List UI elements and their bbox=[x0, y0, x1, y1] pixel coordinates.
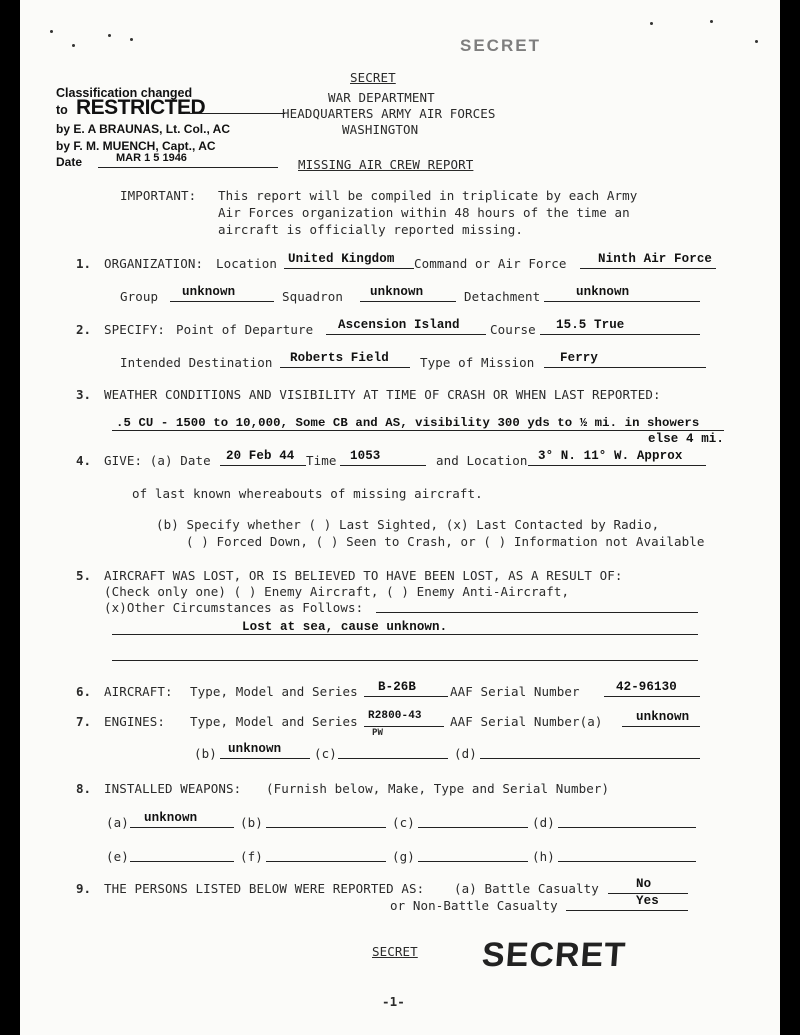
fill-line bbox=[326, 334, 486, 335]
engine-type-value: R2800-43 bbox=[368, 710, 422, 722]
fill-line bbox=[266, 827, 386, 828]
ink-speck bbox=[50, 30, 53, 33]
battle-casualty-value: No bbox=[636, 877, 652, 891]
section-number: 2. bbox=[76, 322, 92, 337]
fill-line bbox=[364, 726, 444, 727]
classification-changed: Classification changed bbox=[56, 86, 193, 100]
section-number: 1. bbox=[76, 256, 92, 271]
field-label: (a) Battle Casualty bbox=[454, 881, 599, 896]
faded-secret-stamp: SECRET bbox=[460, 36, 541, 55]
fill-line bbox=[112, 634, 698, 635]
fill-line bbox=[112, 430, 724, 431]
field-label: (d) bbox=[454, 746, 477, 761]
fill-line bbox=[170, 301, 274, 302]
command-value: Ninth Air Force bbox=[598, 252, 713, 266]
detachment-value: unknown bbox=[576, 285, 630, 299]
section-label: THE PERSONS LISTED BELOW WERE REPORTED AS: bbox=[104, 881, 425, 896]
section-number: 9. bbox=[76, 881, 92, 896]
engine-serial-b-value: unknown bbox=[228, 742, 282, 756]
fill-line bbox=[360, 301, 456, 302]
date-label: Date bbox=[56, 155, 83, 169]
crash-location-value: 3° N. 11° W. Approx bbox=[538, 449, 683, 463]
circumstances-value: Lost at sea, cause unknown. bbox=[242, 620, 448, 634]
engine-serial-a-value: unknown bbox=[636, 710, 690, 724]
page-title: MISSING AIR CREW REPORT bbox=[298, 157, 474, 172]
engine-type-sub: PW bbox=[372, 728, 384, 738]
page-number: -1- bbox=[382, 994, 405, 1009]
important-text: aircraft is officially reported missing. bbox=[218, 222, 524, 237]
fill-line bbox=[130, 861, 234, 862]
fill-line bbox=[540, 334, 700, 335]
weather-value: .5 CU - 1500 to 10,000, Some CB and AS, visibility 300 yds to ½ mi. in showers bbox=[116, 416, 700, 430]
restricted-stamp: RESTRICTED bbox=[76, 96, 206, 119]
field-label: (d) bbox=[532, 815, 555, 830]
weapon-a-value: unknown bbox=[144, 811, 198, 825]
important-label: IMPORTANT: bbox=[120, 188, 197, 203]
mission-value: Ferry bbox=[560, 351, 599, 365]
aircraft-serial-value: 42-96130 bbox=[616, 680, 677, 694]
destination-value: Roberts Field bbox=[290, 351, 389, 365]
fill-line bbox=[480, 758, 700, 759]
field-label: (c) bbox=[314, 746, 337, 761]
ink-speck bbox=[130, 38, 133, 41]
section-label: WEATHER CONDITIONS AND VISIBILITY AT TIME OF CRASH OR WHEN LAST REPORTED: bbox=[104, 387, 661, 402]
fill-line bbox=[558, 827, 696, 828]
headquarters: HEADQUARTERS ARMY AIR FORCES bbox=[282, 106, 496, 121]
fill-line bbox=[418, 827, 528, 828]
fill-line bbox=[130, 827, 234, 828]
city: WASHINGTON bbox=[342, 122, 419, 137]
ink-speck bbox=[755, 40, 758, 43]
group-value: unknown bbox=[182, 285, 236, 299]
time-value: 1053 bbox=[350, 449, 381, 463]
department: WAR DEPARTMENT bbox=[328, 90, 435, 105]
classification-to-label: to bbox=[56, 103, 68, 117]
section-label: GIVE: (a) Date bbox=[104, 453, 211, 468]
section-label: ORGANIZATION: bbox=[104, 256, 204, 271]
field-label: Type, Model and Series bbox=[190, 684, 358, 699]
section-label: AIRCRAFT: bbox=[104, 684, 173, 699]
fill-line bbox=[220, 758, 310, 759]
field-label: (c) bbox=[392, 815, 415, 830]
section-label: AIRCRAFT WAS LOST, OR IS BELIEVED TO HAVE BEEN LOST, AS A RESULT OF: bbox=[104, 568, 623, 583]
section-number: 6. bbox=[76, 684, 92, 699]
document-page bbox=[20, 0, 780, 1035]
field-label: (b) bbox=[194, 746, 217, 761]
field-label: (h) bbox=[532, 849, 555, 864]
field-note: (Furnish below, Make, Type and Serial Number) bbox=[266, 781, 610, 796]
fill-line bbox=[558, 861, 696, 862]
security-marking: SECRET bbox=[350, 70, 396, 85]
fill-line bbox=[528, 465, 706, 466]
section-number: 3. bbox=[76, 387, 92, 402]
non-battle-casualty-value: Yes bbox=[636, 894, 659, 908]
checkbox-line: (x)Other Circumstances as Follows: bbox=[104, 600, 364, 615]
departure-value: Ascension Island bbox=[338, 318, 460, 332]
fill-line bbox=[338, 758, 448, 759]
field-label: AAF Serial Number(a) bbox=[450, 714, 603, 729]
ink-speck bbox=[710, 20, 713, 23]
section-label: ENGINES: bbox=[104, 714, 166, 729]
course-value: 15.5 True bbox=[556, 318, 625, 332]
fill-line bbox=[364, 696, 448, 697]
section-number: 8. bbox=[76, 781, 92, 796]
ink-speck bbox=[72, 44, 75, 47]
field-label: (f) bbox=[240, 849, 263, 864]
important-text: This report will be compiled in triplicate by each Army bbox=[218, 188, 638, 203]
fill-line bbox=[622, 726, 700, 727]
weather-value-cont: else 4 mi. bbox=[648, 432, 725, 446]
field-label: (b) bbox=[240, 815, 263, 830]
changed-by-1: by E. A BRAUNAS, Lt. Col., AC bbox=[56, 122, 230, 136]
checkbox-line: (b) Specify whether ( ) Last Sighted, (x) Last Contacted by Radio, bbox=[156, 517, 660, 532]
section-number: 7. bbox=[76, 714, 92, 729]
stamp-line bbox=[98, 167, 278, 168]
field-label: Time bbox=[306, 453, 337, 468]
fill-line bbox=[580, 268, 716, 269]
ink-speck bbox=[108, 34, 111, 37]
fill-line bbox=[280, 367, 410, 368]
footer-security-marking: SECRET bbox=[372, 944, 418, 959]
fill-line bbox=[220, 465, 306, 466]
field-label: Group bbox=[120, 289, 159, 304]
field-label: (e) bbox=[106, 849, 129, 864]
field-label: and Location bbox=[436, 453, 528, 468]
field-label: Type, Model and Series bbox=[190, 714, 358, 729]
location-value: United Kingdom bbox=[288, 252, 395, 266]
field-label: Squadron bbox=[282, 289, 344, 304]
fill-line bbox=[340, 465, 426, 466]
section-number: 4. bbox=[76, 453, 92, 468]
field-label: or Non-Battle Casualty bbox=[390, 898, 558, 913]
date-value: MAR 1 5 1946 bbox=[116, 152, 187, 164]
checkbox-line: (Check only one) ( ) Enemy Aircraft, ( ) Enemy Anti-Aircraft, bbox=[104, 584, 570, 599]
field-label: (a) bbox=[106, 815, 129, 830]
field-label: Detachment bbox=[464, 289, 541, 304]
fill-line bbox=[112, 660, 698, 661]
field-label: of last known whereabouts of missing aircraft. bbox=[132, 486, 483, 501]
fill-line bbox=[284, 268, 414, 269]
changed-by-2: by F. M. MUENCH, Capt., AC bbox=[56, 139, 216, 153]
fill-line bbox=[604, 696, 700, 697]
section-number: 5. bbox=[76, 568, 92, 583]
fill-line bbox=[376, 612, 698, 613]
section-label: INSTALLED WEAPONS: bbox=[104, 781, 242, 796]
checkbox-line: ( ) Forced Down, ( ) Seen to Crash, or ( ) Information not Available bbox=[186, 534, 705, 549]
fill-line bbox=[544, 367, 706, 368]
field-label: Location bbox=[216, 256, 278, 271]
squadron-value: unknown bbox=[370, 285, 424, 299]
fill-line bbox=[566, 910, 688, 911]
fill-line bbox=[418, 861, 528, 862]
ink-speck bbox=[650, 22, 653, 25]
field-label: Point of Departure bbox=[176, 322, 314, 337]
fill-line bbox=[266, 861, 386, 862]
date-value: 20 Feb 44 bbox=[226, 449, 295, 463]
field-label: AAF Serial Number bbox=[450, 684, 580, 699]
fill-line bbox=[544, 301, 700, 302]
field-label: Course bbox=[490, 322, 536, 337]
field-label: Type of Mission bbox=[420, 355, 535, 370]
important-text: Air Forces organization within 48 hours of the time an bbox=[218, 205, 630, 220]
field-label: Command or Air Force bbox=[414, 256, 567, 271]
field-label: Intended Destination bbox=[120, 355, 273, 370]
section-label: SPECIFY: bbox=[104, 322, 166, 337]
aircraft-type-value: B-26B bbox=[378, 680, 417, 694]
stamp-line bbox=[185, 113, 285, 114]
field-label: (g) bbox=[392, 849, 415, 864]
secret-stamp: SECRET bbox=[480, 936, 628, 974]
